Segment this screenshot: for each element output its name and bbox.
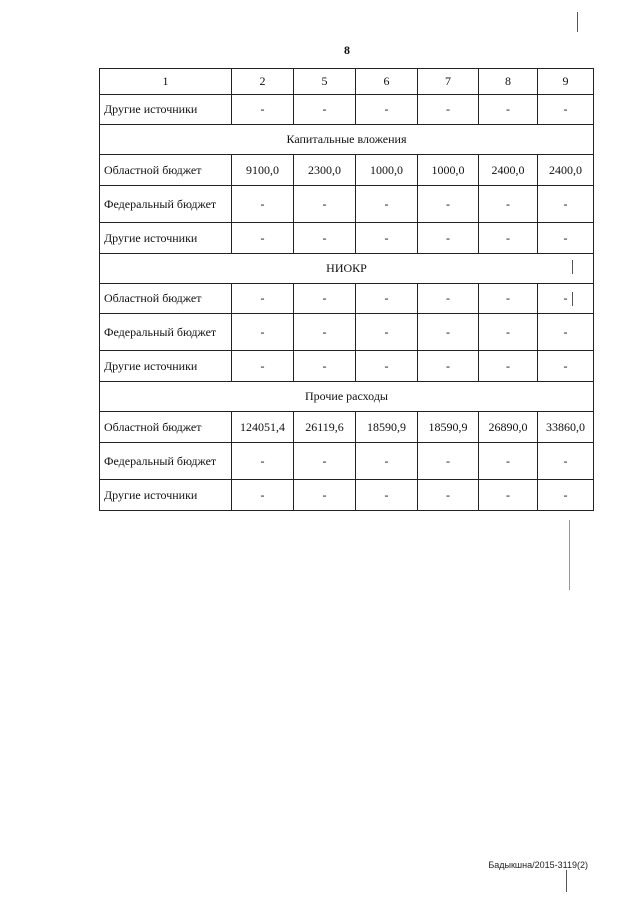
section-row — [100, 254, 594, 284]
scan-artifact-line — [572, 260, 573, 274]
table-row — [100, 480, 594, 511]
table-cell: - — [232, 314, 294, 351]
row-label: Областной бюджет — [100, 412, 232, 443]
row-label: Другие источники — [100, 95, 232, 125]
table-cell: - — [418, 480, 479, 511]
table-cell: - — [479, 480, 538, 511]
table-cell: - — [479, 223, 538, 254]
row-label: Федеральный бюджет — [100, 314, 232, 351]
table-cell: - — [418, 223, 479, 254]
table-cell: 2400,0 — [538, 155, 594, 186]
table-cell: 26890,0 — [479, 412, 538, 443]
table-cell: - — [356, 186, 418, 223]
table-cell: - — [538, 284, 594, 314]
section-row — [100, 382, 594, 412]
column-header: 2 — [232, 69, 294, 95]
table-cell: 1000,0 — [356, 155, 418, 186]
table-cell: - — [294, 351, 356, 382]
table-cell: - — [294, 314, 356, 351]
scan-artifact-line — [572, 292, 573, 306]
section-title: Прочие расходы — [100, 382, 594, 412]
table-cell: - — [479, 351, 538, 382]
table-cell: - — [538, 314, 594, 351]
table-row — [100, 95, 594, 125]
table-cell: - — [418, 314, 479, 351]
table-cell: - — [479, 443, 538, 480]
page-number: 8 — [344, 43, 350, 57]
table-cell: - — [294, 186, 356, 223]
table-cell: - — [356, 480, 418, 511]
row-label: Другие источники — [100, 480, 232, 511]
table-cell: - — [232, 284, 294, 314]
table-cell: - — [232, 186, 294, 223]
table-row — [100, 314, 594, 351]
table-cell: - — [294, 284, 356, 314]
table-cell: 33860,0 — [538, 412, 594, 443]
table-cell: 26119,6 — [294, 412, 356, 443]
table-cell: - — [538, 443, 594, 480]
section-title: НИОКР — [100, 254, 594, 284]
table-cell: - — [356, 95, 418, 125]
table-cell: - — [479, 284, 538, 314]
table-cell: 2300,0 — [294, 155, 356, 186]
table-cell: - — [356, 223, 418, 254]
row-label: Федеральный бюджет — [100, 186, 232, 223]
table-row — [100, 351, 594, 382]
table-cell: - — [356, 314, 418, 351]
table-cell: - — [232, 223, 294, 254]
row-label: Областной бюджет — [100, 155, 232, 186]
table-row — [100, 186, 594, 223]
document-reference-code: Бадыкшна/2015-3119(2) — [488, 860, 588, 870]
table-cell: - — [356, 443, 418, 480]
table-cell: - — [232, 443, 294, 480]
table-cell: 18590,9 — [418, 412, 479, 443]
table-cell: - — [294, 95, 356, 125]
scan-artifact-line — [569, 520, 570, 590]
budget-table — [99, 68, 594, 511]
table-cell: - — [538, 95, 594, 125]
table-cell: - — [294, 480, 356, 511]
table-row — [100, 412, 594, 443]
column-header: 7 — [418, 69, 479, 95]
column-header: 1 — [100, 69, 232, 95]
section-row — [100, 125, 594, 155]
table-cell: 18590,9 — [356, 412, 418, 443]
table-cell: 124051,4 — [232, 412, 294, 443]
scan-artifact-line — [566, 870, 567, 892]
table-cell: - — [418, 443, 479, 480]
table-cell: - — [294, 223, 356, 254]
table-row — [100, 443, 594, 480]
row-label: Другие источники — [100, 351, 232, 382]
table-cell: - — [418, 284, 479, 314]
table-cell: 2400,0 — [479, 155, 538, 186]
table-cell: - — [232, 480, 294, 511]
section-title: Капитальные вложения — [100, 125, 594, 155]
table-cell: - — [479, 314, 538, 351]
column-header: 5 — [294, 69, 356, 95]
row-label: Федеральный бюджет — [100, 443, 232, 480]
row-label: Областной бюджет — [100, 284, 232, 314]
table-cell: - — [418, 351, 479, 382]
table-row — [100, 223, 594, 254]
table-cell: 9100,0 — [232, 155, 294, 186]
table-cell: - — [356, 284, 418, 314]
column-header: 9 — [538, 69, 594, 95]
table-row — [100, 284, 594, 314]
table-cell: 1000,0 — [418, 155, 479, 186]
table-cell: - — [479, 186, 538, 223]
table-cell: - — [538, 480, 594, 511]
table-cell: - — [232, 95, 294, 125]
table-row — [100, 155, 594, 186]
table-cell: - — [294, 443, 356, 480]
column-header: 6 — [356, 69, 418, 95]
scan-artifact-line — [577, 12, 578, 32]
table-cell: - — [418, 186, 479, 223]
table-cell: - — [538, 223, 594, 254]
row-label: Другие источники — [100, 223, 232, 254]
column-header: 8 — [479, 69, 538, 95]
table-cell: - — [538, 186, 594, 223]
table-cell: - — [538, 351, 594, 382]
table-cell: - — [356, 351, 418, 382]
table-cell: - — [418, 95, 479, 125]
table-cell: - — [232, 351, 294, 382]
table-header-row — [100, 69, 594, 95]
table-cell: - — [479, 95, 538, 125]
